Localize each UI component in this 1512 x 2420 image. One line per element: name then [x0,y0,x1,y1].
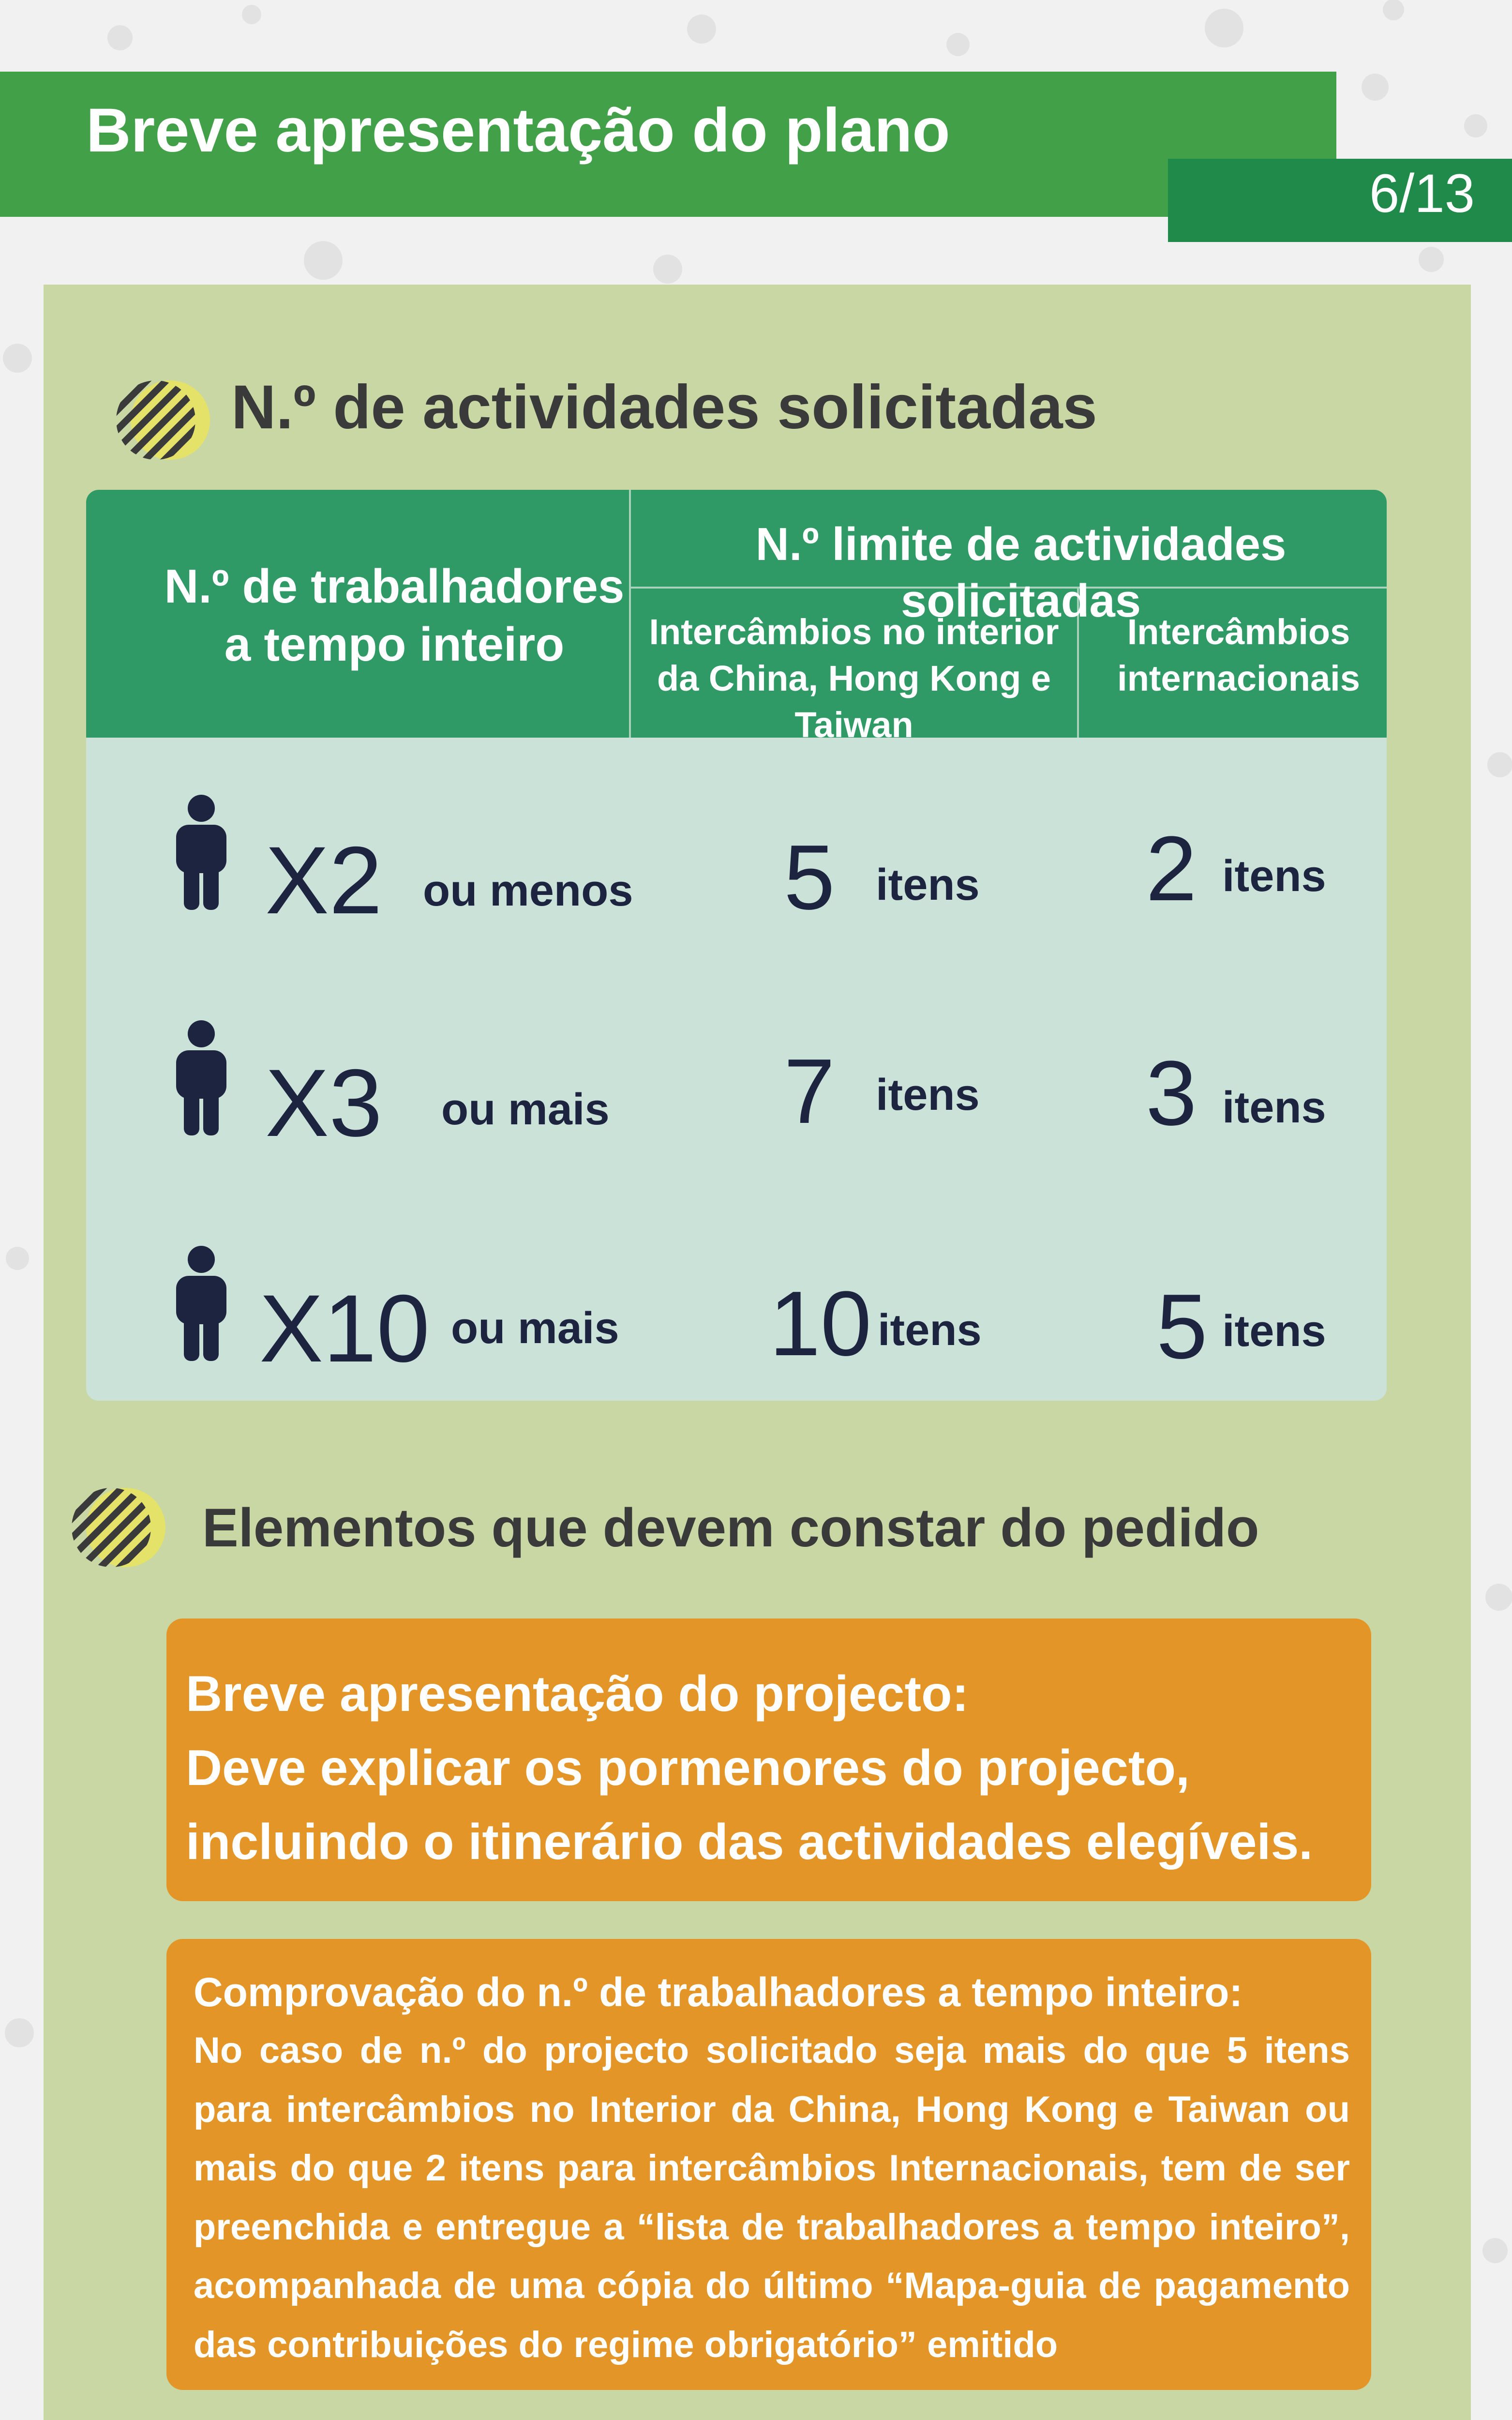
mainland-limit: 5 [784,826,835,929]
hatched-circle-icon [63,1479,174,1576]
project-summary-heading: Breve apresentação do projecto: [186,1666,969,1722]
international-limit: 2 [1146,817,1197,920]
project-summary-box [166,1618,1371,1901]
workers-qualifier: ou menos [423,866,633,915]
section-title-elements: Elementos que devem constar do pedido [202,1497,1259,1558]
person-icon [167,1245,235,1361]
project-summary-body: Deve explicar os pormenores do projecto, incluindo o itinerário das actividades elegíveis. [186,1739,1313,1870]
col-header-international: Intercâmbios internacionais [1117,612,1360,699]
col-header-workers: N.º de trabalhadores a tempo inteiro [164,560,625,671]
mainland-limit: 7 [784,1040,835,1143]
col-header-limit: N.º limite de actividades solicitadas [755,518,1287,627]
international-unit: itens [1222,1083,1326,1132]
person-icon [167,1019,235,1135]
workers-qualifier: ou mais [441,1085,610,1134]
workers-proof-box [166,1939,1371,2390]
mainland-unit: itens [876,860,980,909]
col-header-mainland: Intercâmbios no interior da China, Hong Kong e Taiwan [649,612,1059,745]
international-limit: 3 [1146,1042,1197,1145]
mainland-unit: itens [878,1305,982,1355]
page-number: 6/13 [1369,163,1475,224]
workers-count: X3 [265,1049,383,1156]
page-title: Breve apresentação do plano [86,96,950,165]
mainland-unit: itens [876,1070,980,1119]
workers-count: X2 [265,827,383,934]
workers-qualifier: ou mais [451,1303,619,1353]
international-limit: 5 [1156,1275,1208,1378]
hatched-circle-icon [107,372,219,469]
section-title-activities: N.º de actividades solicitadas [231,373,1097,442]
mainland-limit: 10 [769,1272,872,1375]
person-icon [167,794,235,910]
workers-proof-heading: Comprovação do n.º de trabalhadores a tempo inteiro: [194,1969,1243,2015]
international-unit: itens [1222,1306,1326,1356]
workers-count: X10 [259,1275,430,1382]
workers-proof-body: No caso de n.º do projecto solicitado seja mais do que 5 itens para intercâmbios no Interior da China, Hong Kong e Taiwan ou mais do que 2 itens para intercâmbios Internacionais, tem de ser preenchida e entregue a “lista de trabalhadores a tempo inteiro”, acompanhada de uma cópia do último “Mapa-guia de pagamento das contribuições do regime obrigatório” emitido [194,2030,1350,2365]
international-unit: itens [1222,851,1326,901]
project-summary-text [186,1657,1357,1879]
